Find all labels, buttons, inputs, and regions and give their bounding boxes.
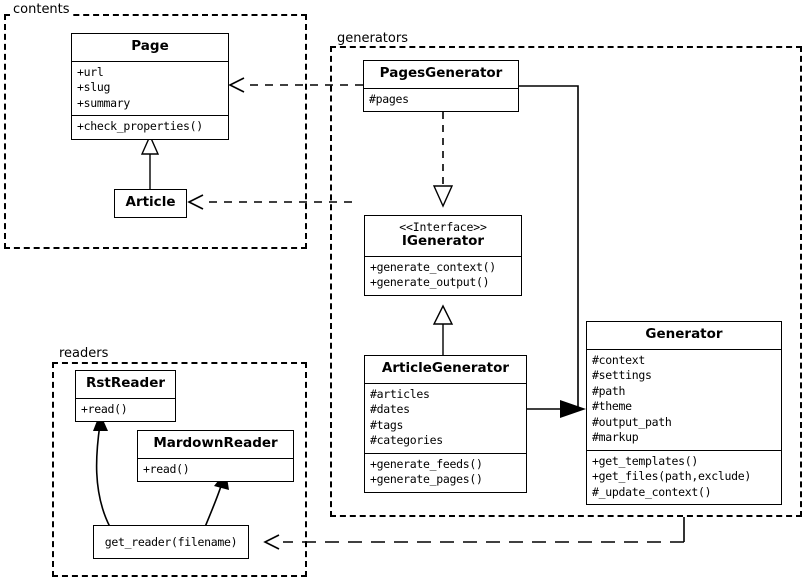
method: +generate_output() <box>370 275 490 290</box>
attribute: #tags <box>370 417 404 432</box>
class-igenerator-name: IGenerator <box>401 233 485 250</box>
package-contents-label: contents <box>10 2 73 17</box>
class-generator-attributes <box>587 349 781 450</box>
method: #_update_context() <box>592 484 712 499</box>
attribute: #dates <box>370 402 410 417</box>
method: +read() <box>81 401 128 416</box>
class-mardownreader-title: MardownReader <box>153 435 278 451</box>
class-pagesgenerator-attributes <box>364 88 518 112</box>
attribute: #markup <box>592 430 639 445</box>
attribute: #articles <box>370 386 430 401</box>
attribute: +slug <box>77 80 111 95</box>
package-readers-label: readers <box>56 346 111 361</box>
class-articlegenerator[interactable] <box>364 355 527 493</box>
class-pagesgenerator-title: PagesGenerator <box>379 65 503 81</box>
class-page-methods <box>72 115 228 139</box>
attribute: #theme <box>592 399 632 414</box>
class-page-title: Page <box>131 38 169 54</box>
attribute: #output_path <box>592 414 672 429</box>
class-pagesgenerator[interactable] <box>363 60 519 112</box>
attribute: #settings <box>592 368 652 383</box>
attribute: #pages <box>369 91 409 106</box>
method: +get_templates() <box>592 453 698 468</box>
method: +generate_pages() <box>370 472 483 487</box>
class-igenerator-methods <box>365 256 521 295</box>
class-page-attributes <box>72 61 228 116</box>
attribute: +url <box>77 64 104 79</box>
attribute: #context <box>592 352 645 367</box>
class-articlegenerator-methods <box>365 453 526 492</box>
class-generator[interactable] <box>586 321 782 505</box>
function-get-reader[interactable] <box>93 525 249 559</box>
function-get-reader-label: get_reader(filename) <box>104 535 238 549</box>
class-igenerator-stereotype: <<Interface>> <box>399 220 487 234</box>
class-igenerator-title <box>365 216 521 256</box>
attribute: +summary <box>77 95 130 110</box>
method: +get_files(path,exclude) <box>592 469 751 484</box>
class-generator-title: Generator <box>645 326 723 342</box>
method: +read() <box>143 461 190 476</box>
attribute: #categories <box>370 433 443 448</box>
class-page[interactable] <box>71 33 229 140</box>
class-rstreader-methods <box>76 398 175 422</box>
method: +check_properties() <box>77 119 203 134</box>
attribute: #path <box>592 383 626 398</box>
class-articlegenerator-attributes <box>365 383 526 453</box>
package-generators-label: generators <box>334 31 411 46</box>
class-article-title: Article <box>125 194 176 210</box>
class-igenerator[interactable] <box>364 215 522 296</box>
class-article[interactable] <box>114 189 187 218</box>
class-rstreader-title: RstReader <box>85 375 166 391</box>
class-articlegenerator-title: ArticleGenerator <box>381 360 510 376</box>
class-mardownreader-methods <box>138 458 293 482</box>
method: +generate_feeds() <box>370 456 483 471</box>
method: +generate_context() <box>370 259 496 274</box>
class-mardownreader[interactable] <box>137 430 294 482</box>
class-generator-methods <box>587 450 781 505</box>
class-rstreader[interactable] <box>75 370 176 422</box>
